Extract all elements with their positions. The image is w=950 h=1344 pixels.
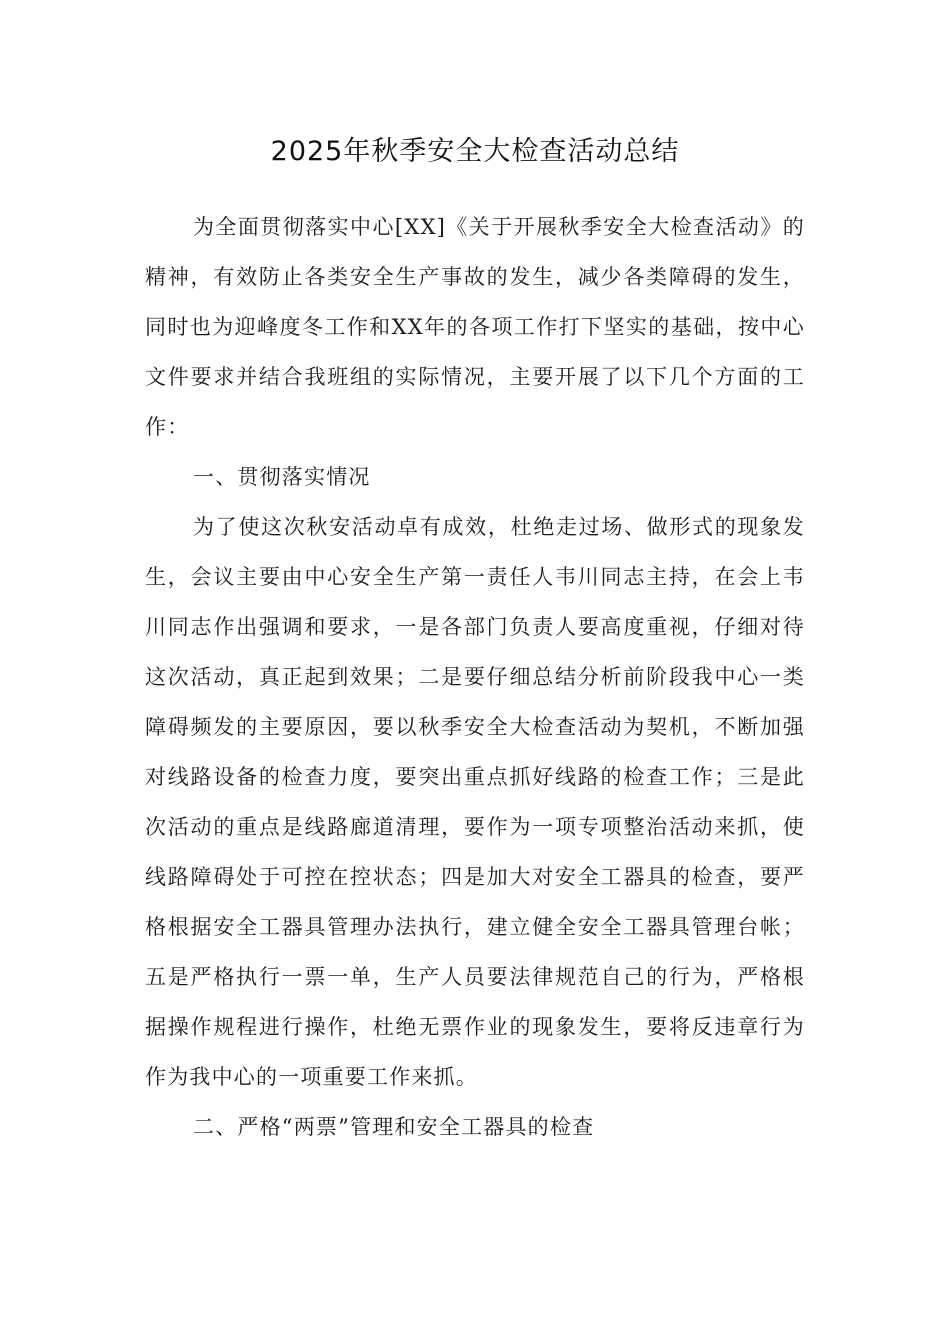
section-heading-2: 二、严格“两票”管理和安全工器具的检查 <box>193 1115 595 1139</box>
document-title: 2025年秋季安全大检查活动总结 <box>270 136 680 167</box>
section-heading-1: 一、贯彻落实情况 <box>193 465 371 489</box>
section-1-paragraph: 为了使这次秋安活动卓有成效，杜绝走过场、做形式的现象发生，会议主要由中心安全生产第一责任人韦川同志主持，在会上韦川同志作出强调和要求，一是各部门负责人要高度重视，仔细对待这次活动，真正起到效果；二是要仔细总结分析前阶段我中心一类障碍频发的主要原因，要以秋季安全大检查活动为契机，不断加强对线路设备的检查力度，要突出重点抓好线路的检查工作；三是此次活动的重点是线路廊道清理，要作为一项专项整治活动来抓，使线路障碍处于可控在控状态；四是加大对安全工器具的检查，要严格根据安全工器具管理办法执行，建立健全安全工器具管理台帐；五是严格执行一票一单，生产人员要法律规范自己的行为，严格根据操作规程进行操作，杜绝无票作业的现象发生，要将反违章行为作为我中心的一项重要工作来抓。 <box>145 515 805 1089</box>
document-body <box>145 202 805 1152</box>
intro-paragraph: 为全面贯彻落实中心[XX]《关于开展秋季安全大检查活动》的精神，有效防止各类安全生产事故的发生，减少各类障碍的发生，同时也为迎峰度冬工作和XX年的各项工作打下坚实的基础，按中心文件要求并结合我班组的实际情况，主要开展了以下几个方面的工作： <box>145 215 805 439</box>
